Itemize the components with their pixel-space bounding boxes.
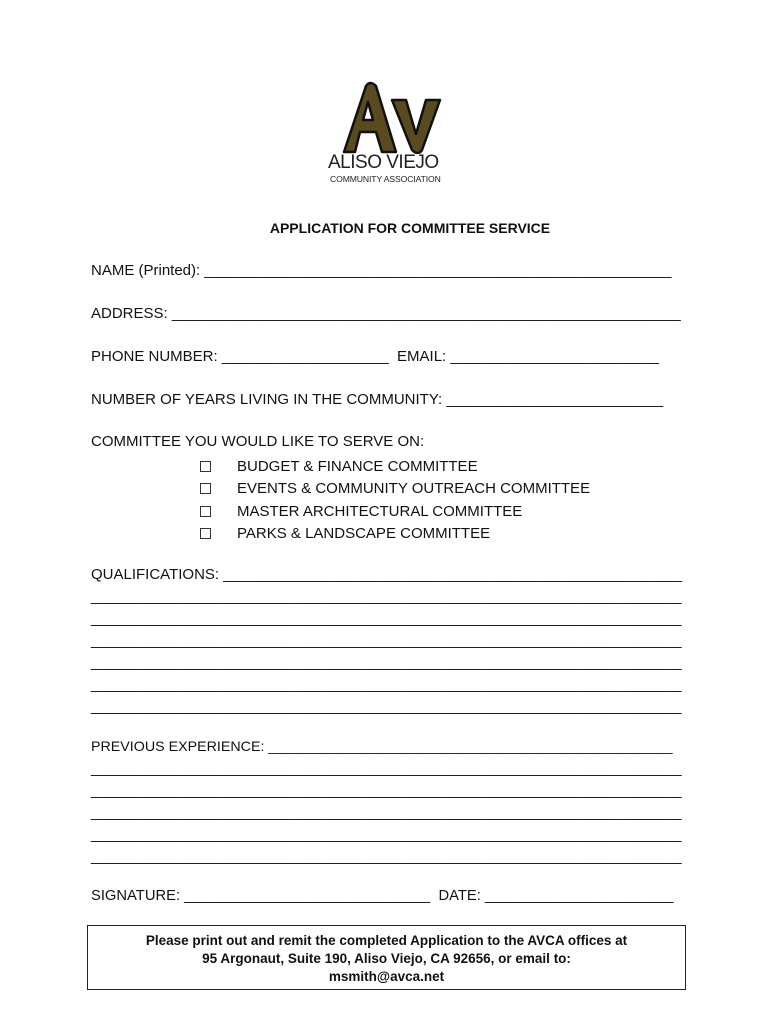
committee-options bbox=[198, 455, 590, 545]
phone-email-field[interactable]: PHONE NUMBER: ____________________ EMAIL: _________________________ bbox=[91, 348, 659, 365]
qualifications-line[interactable]: ________________________________________________________________________ bbox=[91, 611, 682, 627]
committee-option-budget[interactable] bbox=[198, 455, 590, 478]
committee-prompt: COMMITTEE YOU WOULD LIKE TO SERVE ON: bbox=[91, 433, 425, 450]
option-label: PARKS & LANDSCAPE COMMITTEE bbox=[237, 525, 491, 543]
checkbox[interactable] bbox=[200, 483, 211, 494]
years-field[interactable]: NUMBER OF YEARS LIVING IN THE COMMUNITY: __________________________ bbox=[91, 391, 664, 408]
name-field[interactable]: NAME (Printed): ________________________________________________________ bbox=[91, 262, 672, 279]
instructions-line: Please print out and remit the completed Application to the AVCA offices at bbox=[145, 933, 628, 948]
committee-option-architectural[interactable] bbox=[198, 500, 590, 523]
experience-line[interactable]: ________________________________________________________________________ bbox=[91, 761, 682, 777]
experience-line[interactable]: ________________________________________________________________________ bbox=[91, 805, 682, 821]
checkbox[interactable] bbox=[200, 461, 211, 472]
qualifications-line[interactable]: ________________________________________________________________________ bbox=[91, 589, 682, 605]
signature-date-field[interactable]: SIGNATURE: ______________________________ DATE: _______________________ bbox=[91, 888, 674, 904]
qualifications-line[interactable]: ________________________________________________________________________ bbox=[91, 699, 682, 715]
address-field[interactable]: ADDRESS: _____________________________________________________________ bbox=[91, 305, 681, 322]
committee-option-parks[interactable] bbox=[198, 523, 590, 546]
avca-logo bbox=[322, 80, 452, 188]
logo-name: ALISO VIEJO bbox=[328, 152, 439, 173]
option-label: EVENTS & COMMUNITY OUTREACH COMMITTEE bbox=[237, 480, 591, 498]
qualifications-field[interactable]: QUALIFICATIONS: _______________________________________________________ bbox=[91, 566, 683, 583]
checkbox[interactable] bbox=[200, 528, 211, 539]
page-title: APPLICATION FOR COMMITTEE SERVICE bbox=[269, 220, 551, 236]
av-monogram-icon bbox=[322, 80, 452, 154]
instructions-address: 95 Argonaut, Suite 190, Aliso Viejo, CA 92656, or email to: bbox=[202, 951, 571, 966]
qualifications-line[interactable]: ________________________________________________________________________ bbox=[91, 633, 682, 649]
instructions-box bbox=[87, 925, 686, 990]
logo-subtitle: COMMUNITY ASSOCIATION bbox=[330, 174, 441, 184]
checkbox[interactable] bbox=[200, 506, 211, 517]
experience-field[interactable]: PREVIOUS EXPERIENCE: ___________________________________________________ bbox=[91, 739, 673, 755]
qualifications-line[interactable]: ________________________________________________________________________ bbox=[91, 677, 682, 693]
qualifications-line[interactable]: ________________________________________________________________________ bbox=[91, 655, 682, 671]
option-label: MASTER ARCHITECTURAL COMMITTEE bbox=[237, 502, 523, 520]
instructions-email[interactable]: msmith@avca.net bbox=[328, 969, 445, 984]
option-label: BUDGET & FINANCE COMMITTEE bbox=[237, 457, 478, 475]
experience-line[interactable]: ________________________________________________________________________ bbox=[91, 783, 682, 799]
committee-option-events[interactable] bbox=[198, 478, 590, 501]
experience-line[interactable]: ________________________________________________________________________ bbox=[91, 849, 682, 865]
experience-line[interactable]: ________________________________________________________________________ bbox=[91, 827, 682, 843]
